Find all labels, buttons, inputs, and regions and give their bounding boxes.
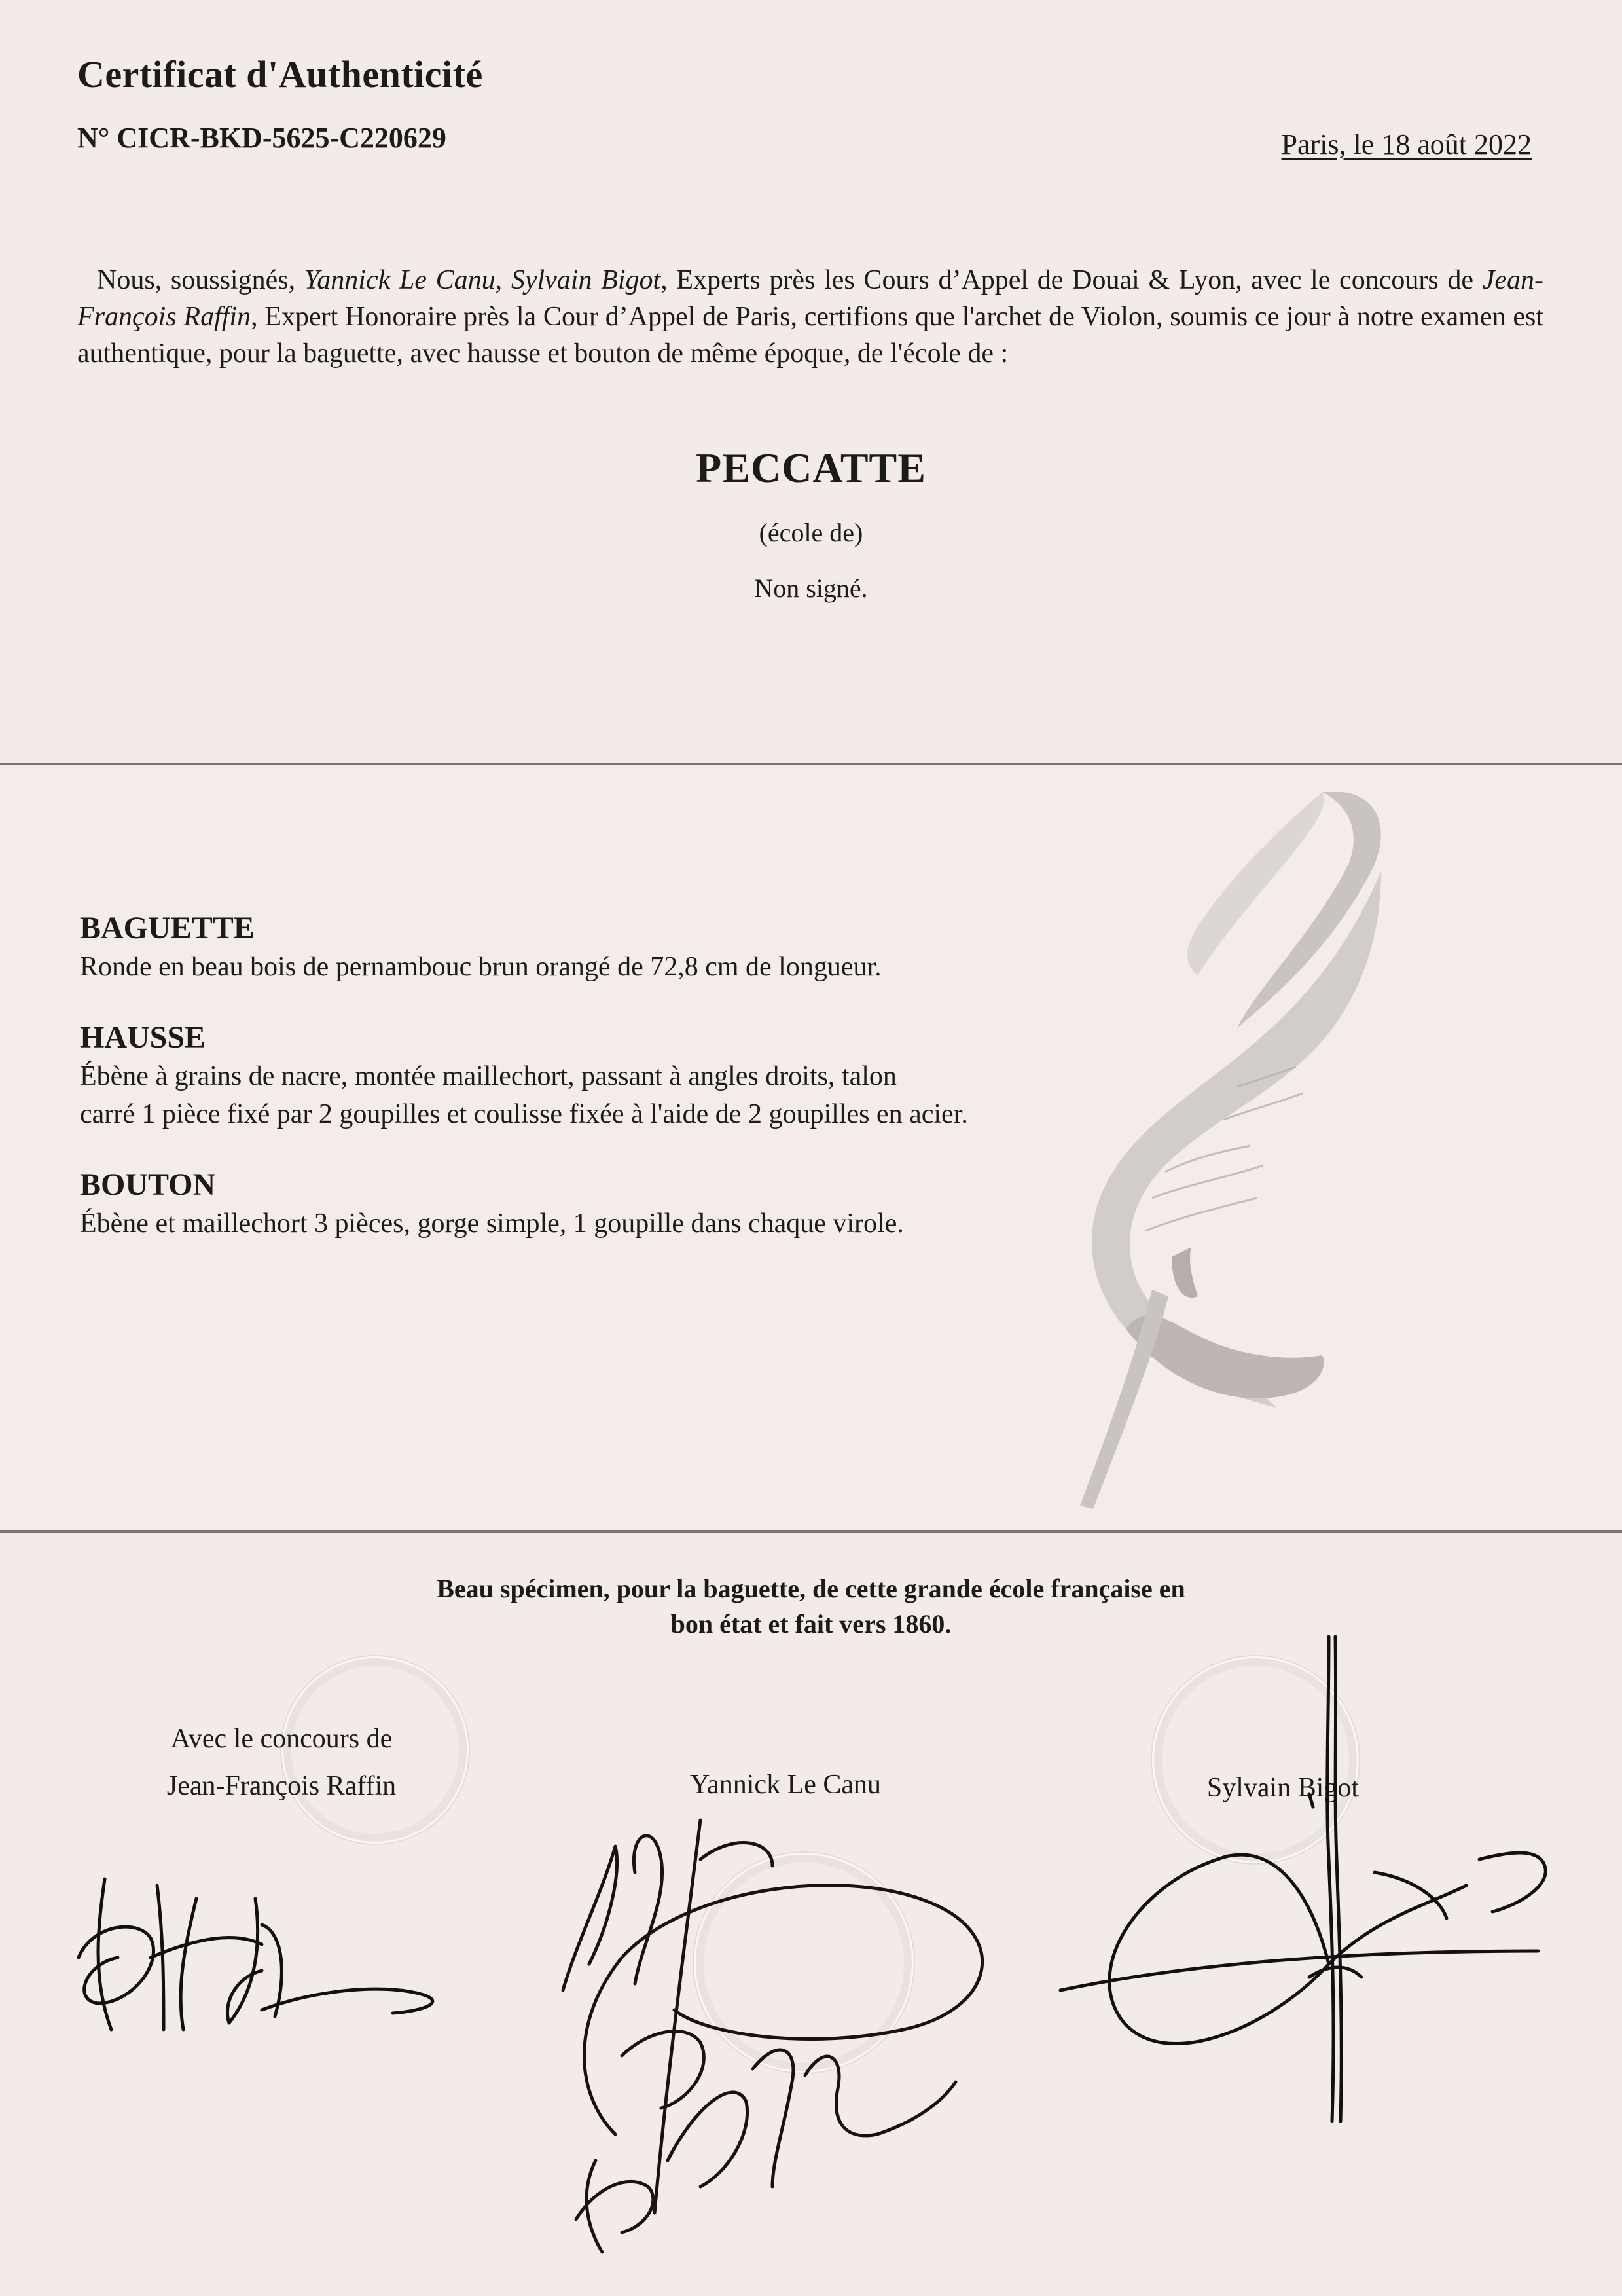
certificate-title: Certificat d'Authenticité <box>77 53 483 96</box>
signatory-lecanu: Yannick Le Canu <box>689 1770 882 1800</box>
statement-honorary-expert: Jean-François Raffin <box>77 265 1543 332</box>
section-heading: HAUSSE <box>80 1020 206 1055</box>
maker-signature-status: Non signé. <box>754 574 868 603</box>
section-text: Ébène et maillechort 3 pièces, gorge simple, 1 goupille dans chaque virole. <box>80 1209 904 1239</box>
watermark-emblem <box>1041 779 1407 1519</box>
signatory-raffin-line: Avec le concours de <box>170 1724 393 1754</box>
statement-experts: Yannick Le Canu, Sylvain Bigot <box>304 265 661 295</box>
section-heading: BOUTON <box>80 1167 216 1202</box>
bottom-panel <box>0 1533 1622 2296</box>
certificate-date: Paris, le 18 août 2022 <box>1281 128 1532 160</box>
statement-honorary-role: , Expert Honoraire près la Cour d’Appel de Paris, certifions que l'archet de Violon, soumis ce jour à notre examen est authentique, pour la baguette, avec hausse et bouton de même époque, de l'école de : <box>77 302 1543 369</box>
signatory-bigot: Sylvain Bigot <box>1206 1773 1360 1803</box>
middle-panel <box>0 765 1622 1530</box>
statement-intro: Nous, soussignés, <box>97 265 296 295</box>
section-baguette <box>80 909 882 986</box>
maker-name: PECCATTE <box>696 445 926 491</box>
bigot-signature <box>1021 1624 1564 2174</box>
lecanu-signature <box>537 1794 1034 2272</box>
section-text: Ronde en beau bois de pernambouc brun orangé de 72,8 cm de longueur. <box>80 952 882 982</box>
statement-experts-role: , Experts près les Cours d’Appel de Douai & Lyon, avec le concours de <box>660 265 1474 295</box>
section-text: carré 1 pièce fixé par 2 goupilles et coulisse fixée à l'aide de 2 goupilles en acier. <box>80 1099 968 1129</box>
section-bouton <box>80 1165 904 1243</box>
maker-school: (école de) <box>759 518 863 547</box>
signatory-raffin <box>124 1715 439 1810</box>
signatory-raffin-name: Jean-François Raffin <box>166 1771 397 1801</box>
closing-line: Beau spécimen, pour la baguette, de cette grande école française en <box>437 1574 1185 1603</box>
certification-statement <box>77 262 1543 372</box>
top-panel <box>0 0 1622 763</box>
raffin-signature <box>65 1859 484 2056</box>
certificate-number: N° CICR-BKD-5625-C220629 <box>77 122 446 154</box>
closing-line: bon état et fait vers 1860. <box>670 1609 952 1639</box>
section-hausse <box>80 1018 968 1133</box>
fold-line <box>0 1530 1622 1533</box>
section-heading: BAGUETTE <box>80 911 255 945</box>
section-text: Ébène à grains de nacre, montée maillechort, passant à angles droits, talon <box>80 1061 897 1091</box>
